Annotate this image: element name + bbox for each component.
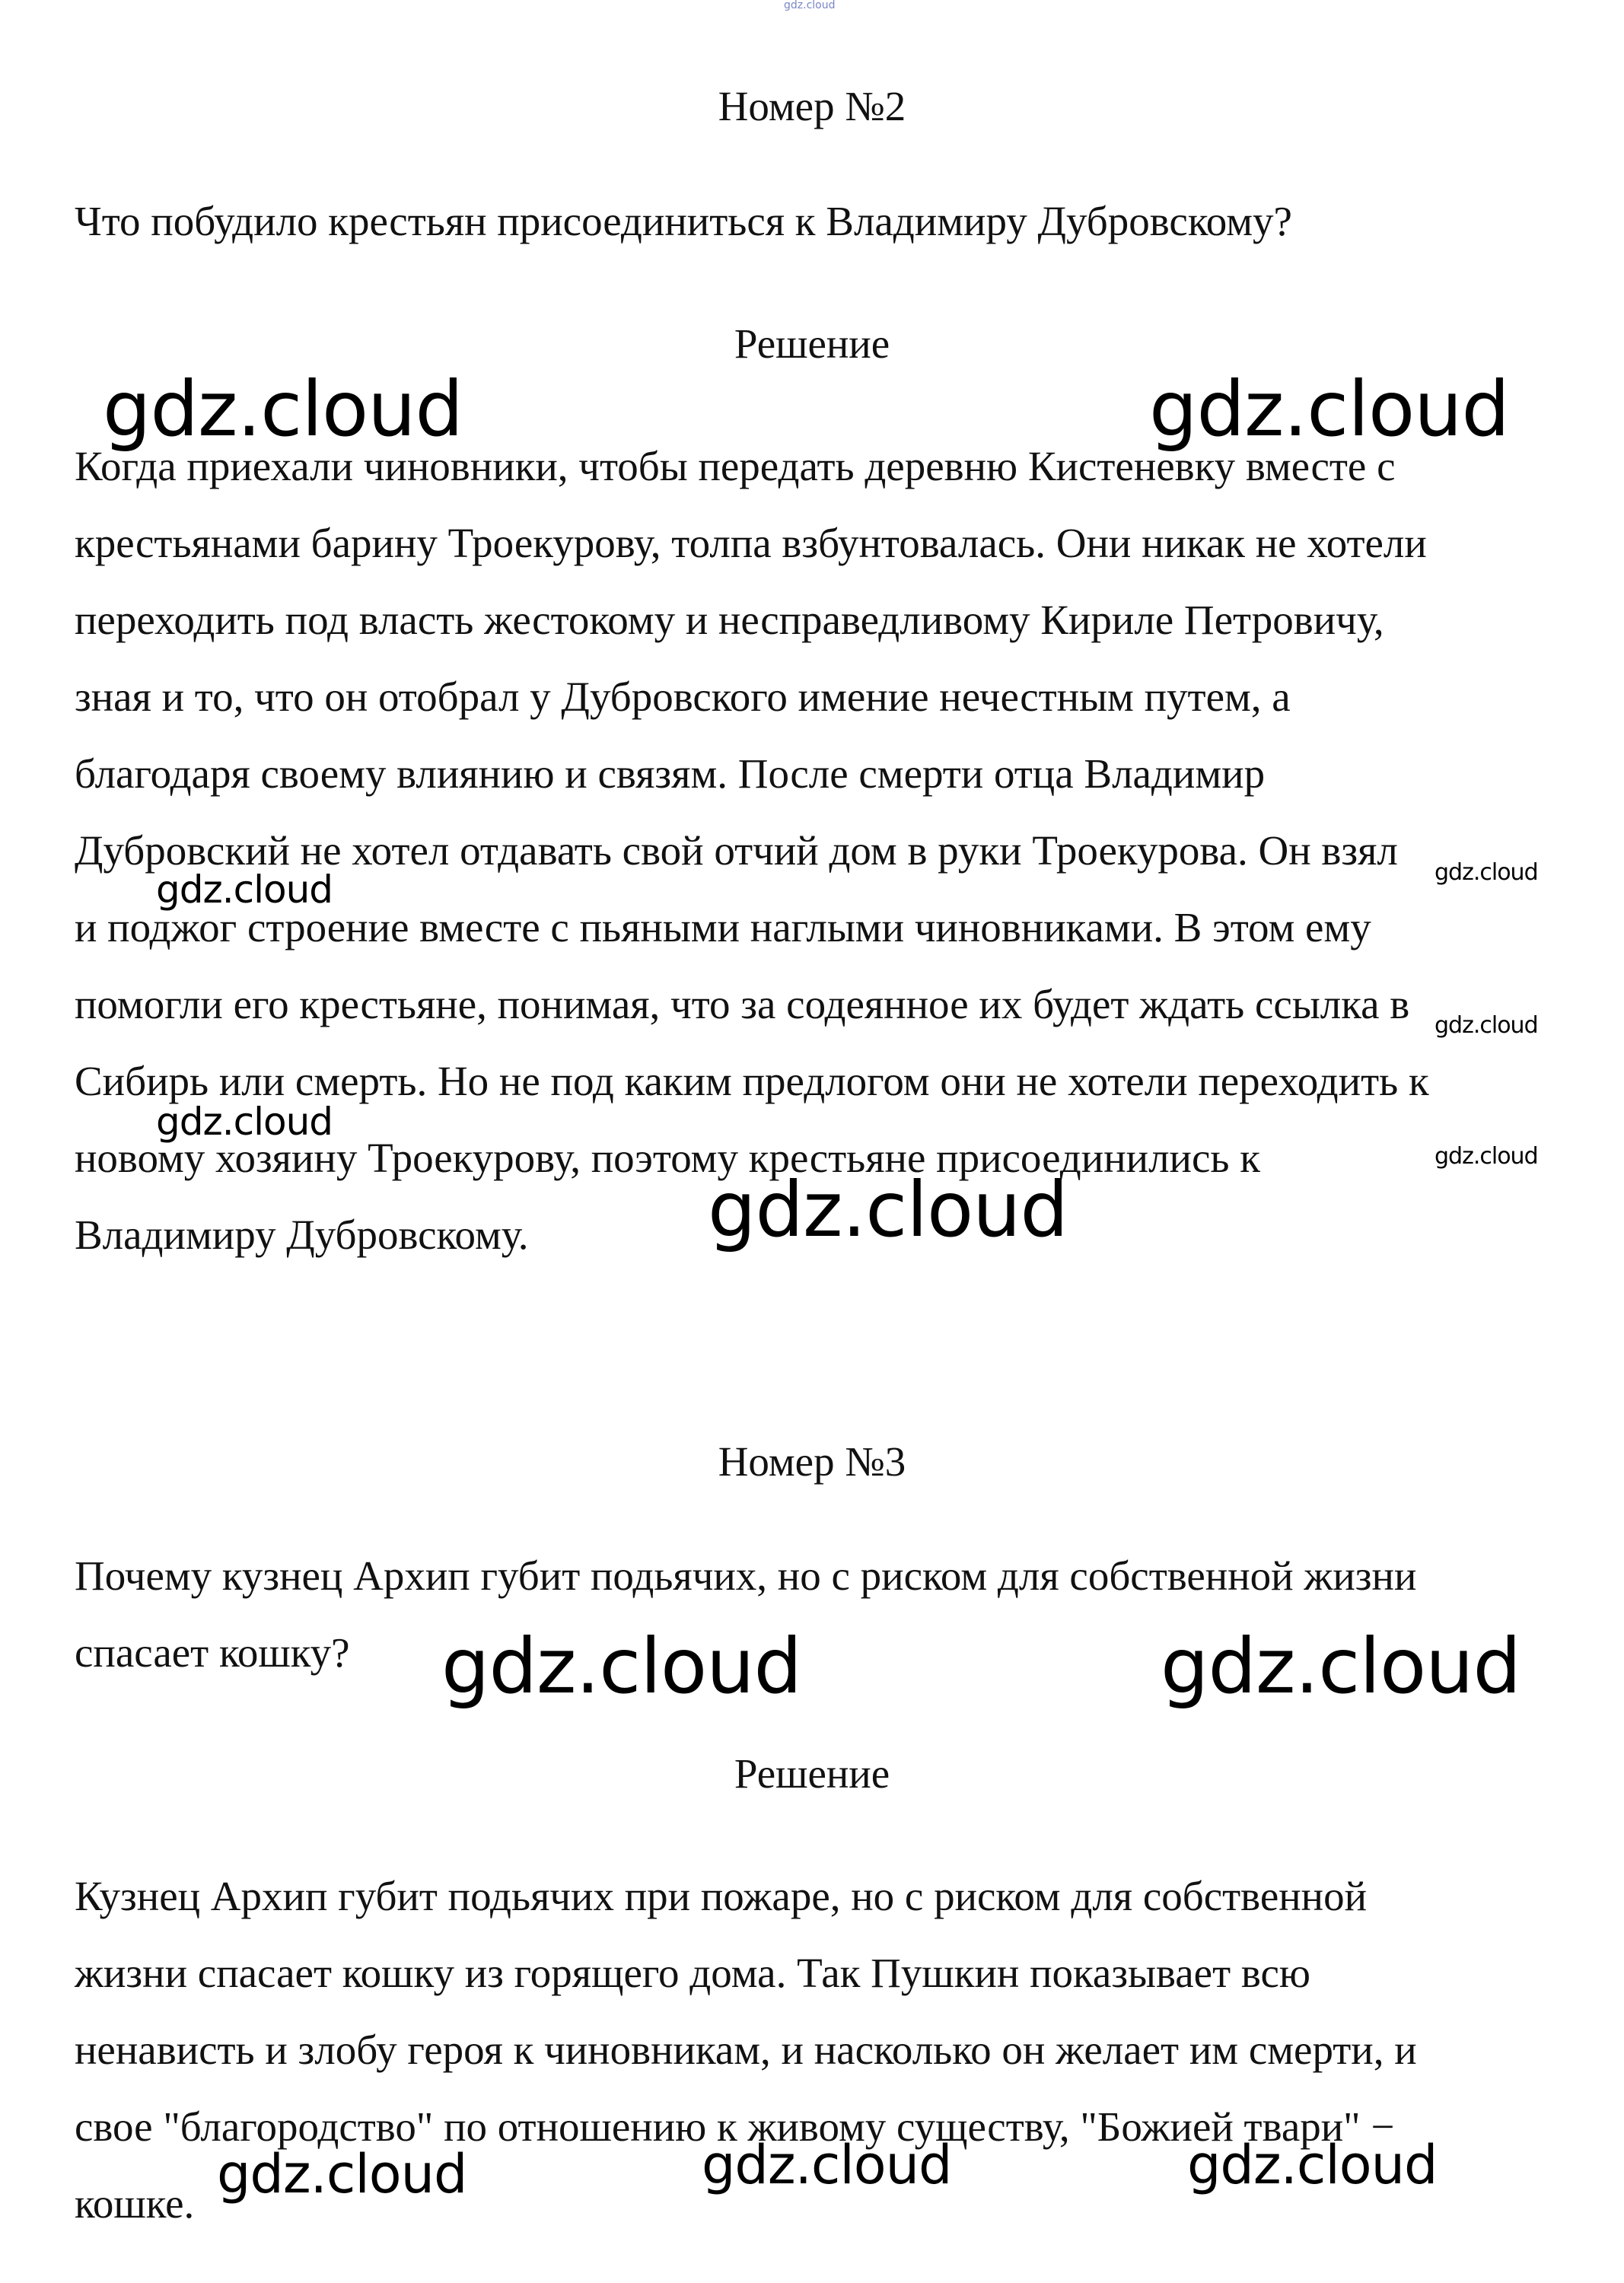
answer-line: Кузнец Архип губит подьячих при пожаре, но с риском для собственной [75, 1873, 1368, 1919]
question-line: Что побудило крестьян присоединиться к Владимиру Дубровскому? [75, 198, 1292, 244]
watermark: gdz.cloud [784, 0, 836, 11]
watermark: gdz.cloud [702, 2134, 952, 2196]
question-line: спасает кошку? [75, 1629, 350, 1676]
answer-line: Когда приехали чиновники, чтобы передать деревню Кистеневку вместе с [75, 443, 1396, 489]
problem-2-answer [75, 428, 1589, 1273]
watermark: gdz.cloud [1187, 2134, 1438, 2196]
problem-2-question [75, 183, 1589, 260]
answer-line: крестьянами барину Троекурову, толпа взбунтовалась. Они никак не хотели [75, 520, 1427, 566]
answer-line: Владимиру Дубровскому. [75, 1212, 529, 1258]
answer-line: благодаря своему влиянию и связям. После смерти отца Владимир [75, 750, 1266, 797]
problem-2-heading: Номер №2 [718, 83, 906, 129]
watermark: gdz.cloud [1435, 859, 1538, 886]
answer-line: зная и то, что он отобрал у Дубровского имение нечестным путем, а [75, 673, 1291, 720]
watermark: gdz.cloud [156, 868, 333, 912]
problem-3-heading: Номер №3 [718, 1438, 906, 1485]
answer-line: переходить под власть жестокому и несправедливому Кириле Петровичу, [75, 597, 1384, 643]
answer-line: Сибирь или смерть. Но не под каким предлогом они не хотели переходить к [75, 1058, 1429, 1104]
watermark: gdz.cloud [441, 1622, 802, 1711]
watermark: gdz.cloud [708, 1165, 1068, 1254]
question-line: Почему кузнец Архип губит подьячих, но с риском для собственной жизни [75, 1552, 1417, 1599]
problem-2-solution-heading: Решение [734, 320, 890, 367]
answer-line: помогли его крестьяне, понимая, что за содеянное их будет ждать ссылка в [75, 981, 1410, 1027]
answer-line: свое "благородство" по отношению к живому существу, "Божией твари" − [75, 2103, 1395, 2150]
watermark: gdz.cloud [1435, 1012, 1538, 1039]
answer-line: Дубровский не хотел отдавать свой отчий дом в руки Троекурова. Он взял [75, 827, 1398, 874]
answer-line: жизни спасает кошку из горящего дома. Так Пушкин показывает всю [75, 1950, 1311, 1996]
watermark: gdz.cloud [1161, 1622, 1521, 1711]
watermark: gdz.cloud [103, 365, 463, 454]
problem-3-solution-heading: Решение [734, 1750, 890, 1797]
watermark: gdz.cloud [1149, 365, 1510, 454]
watermark: gdz.cloud [217, 2143, 467, 2205]
answer-line: новому хозяину Троекурову, поэтому крестьяне присоединились к [75, 1135, 1260, 1181]
answer-line: ненависть и злобу героя к чиновникам, и насколько он желает им смерти, и [75, 2027, 1417, 2073]
answer-line: кошке. [75, 2180, 195, 2227]
watermark: gdz.cloud [1435, 1143, 1538, 1170]
answer-line: и поджог строение вместе с пьяными наглыми чиновниками. В этом ему [75, 904, 1371, 950]
watermark: gdz.cloud [156, 1100, 333, 1144]
